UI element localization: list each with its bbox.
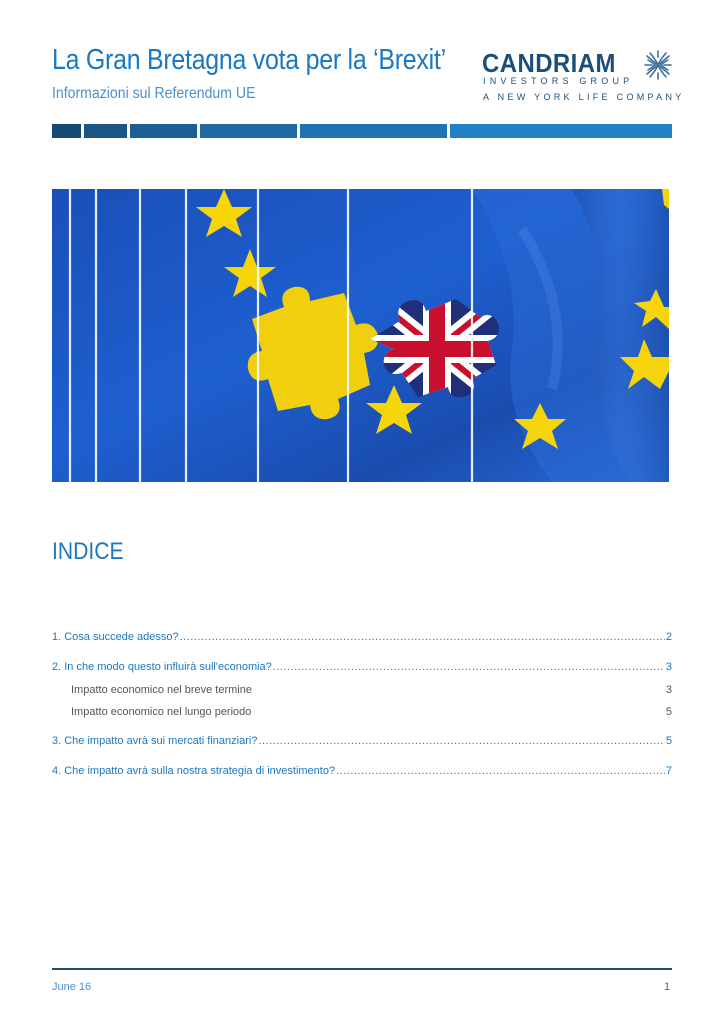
- toc-dot-leader: [273, 661, 665, 673]
- logo-name: CANDRIAM: [482, 48, 616, 78]
- toc-entry-3[interactable]: [52, 731, 672, 747]
- toc-entry-page: 2: [665, 631, 672, 643]
- toc-entry-page: 3: [665, 661, 672, 673]
- footer-page-number: 1: [664, 981, 671, 993]
- toc-entry-label: 4. Che impatto avrà sulla nostra strategia di investimento?: [52, 765, 336, 777]
- toc-entry-label: 3. Che impatto avrà sui mercati finanziari?: [52, 735, 258, 747]
- toc-entry-2[interactable]: [52, 657, 672, 673]
- toc-entry-label: Impatto economico nel lungo periodo: [71, 706, 252, 718]
- logo-subtitle: INVESTORS GROUP: [483, 76, 634, 86]
- candriam-logo: [482, 48, 685, 106]
- toc-heading: INDICE: [52, 538, 124, 565]
- header-color-bar: [52, 124, 672, 138]
- bar-segment: [450, 124, 672, 138]
- toc-dot-leader: [180, 631, 665, 643]
- bar-segment: [52, 124, 81, 138]
- toc-dot-leader: [336, 765, 665, 777]
- toc-entry-label: 1. Cosa succede adesso?: [52, 631, 179, 643]
- toc-entry-2-1[interactable]: [52, 680, 672, 696]
- document-title: La Gran Bretagna vota per la ‘Brexit’: [52, 44, 446, 76]
- toc-dot-leader: [258, 735, 664, 747]
- bar-segment: [84, 124, 127, 138]
- logo-tagline: A NEW YORK LIFE COMPANY: [483, 92, 685, 102]
- toc-entry-label: Impatto economico nel breve termine: [71, 684, 252, 696]
- bar-segment: [200, 124, 297, 138]
- footer-divider: [52, 968, 672, 970]
- bar-segment: [130, 124, 197, 138]
- toc-entry-label: 2. In che modo questo influirà sull'economia?: [52, 661, 272, 673]
- document-subtitle: Informazioni sul Referendum UE: [52, 85, 256, 102]
- toc-entry-page: 3: [665, 684, 672, 696]
- toc-entry-page: 5: [665, 735, 672, 747]
- toc-entry-1[interactable]: [52, 627, 672, 643]
- toc-entry-2-2[interactable]: [52, 702, 672, 718]
- footer-date: June 16: [52, 981, 92, 993]
- toc-entry-4[interactable]: [52, 761, 672, 777]
- toc-entry-page: 7: [665, 765, 672, 777]
- eu-brexit-puzzle-image: [52, 189, 669, 482]
- toc-entry-page: 5: [665, 706, 672, 718]
- candriam-mark-icon: [644, 50, 672, 80]
- bar-segment: [300, 124, 447, 138]
